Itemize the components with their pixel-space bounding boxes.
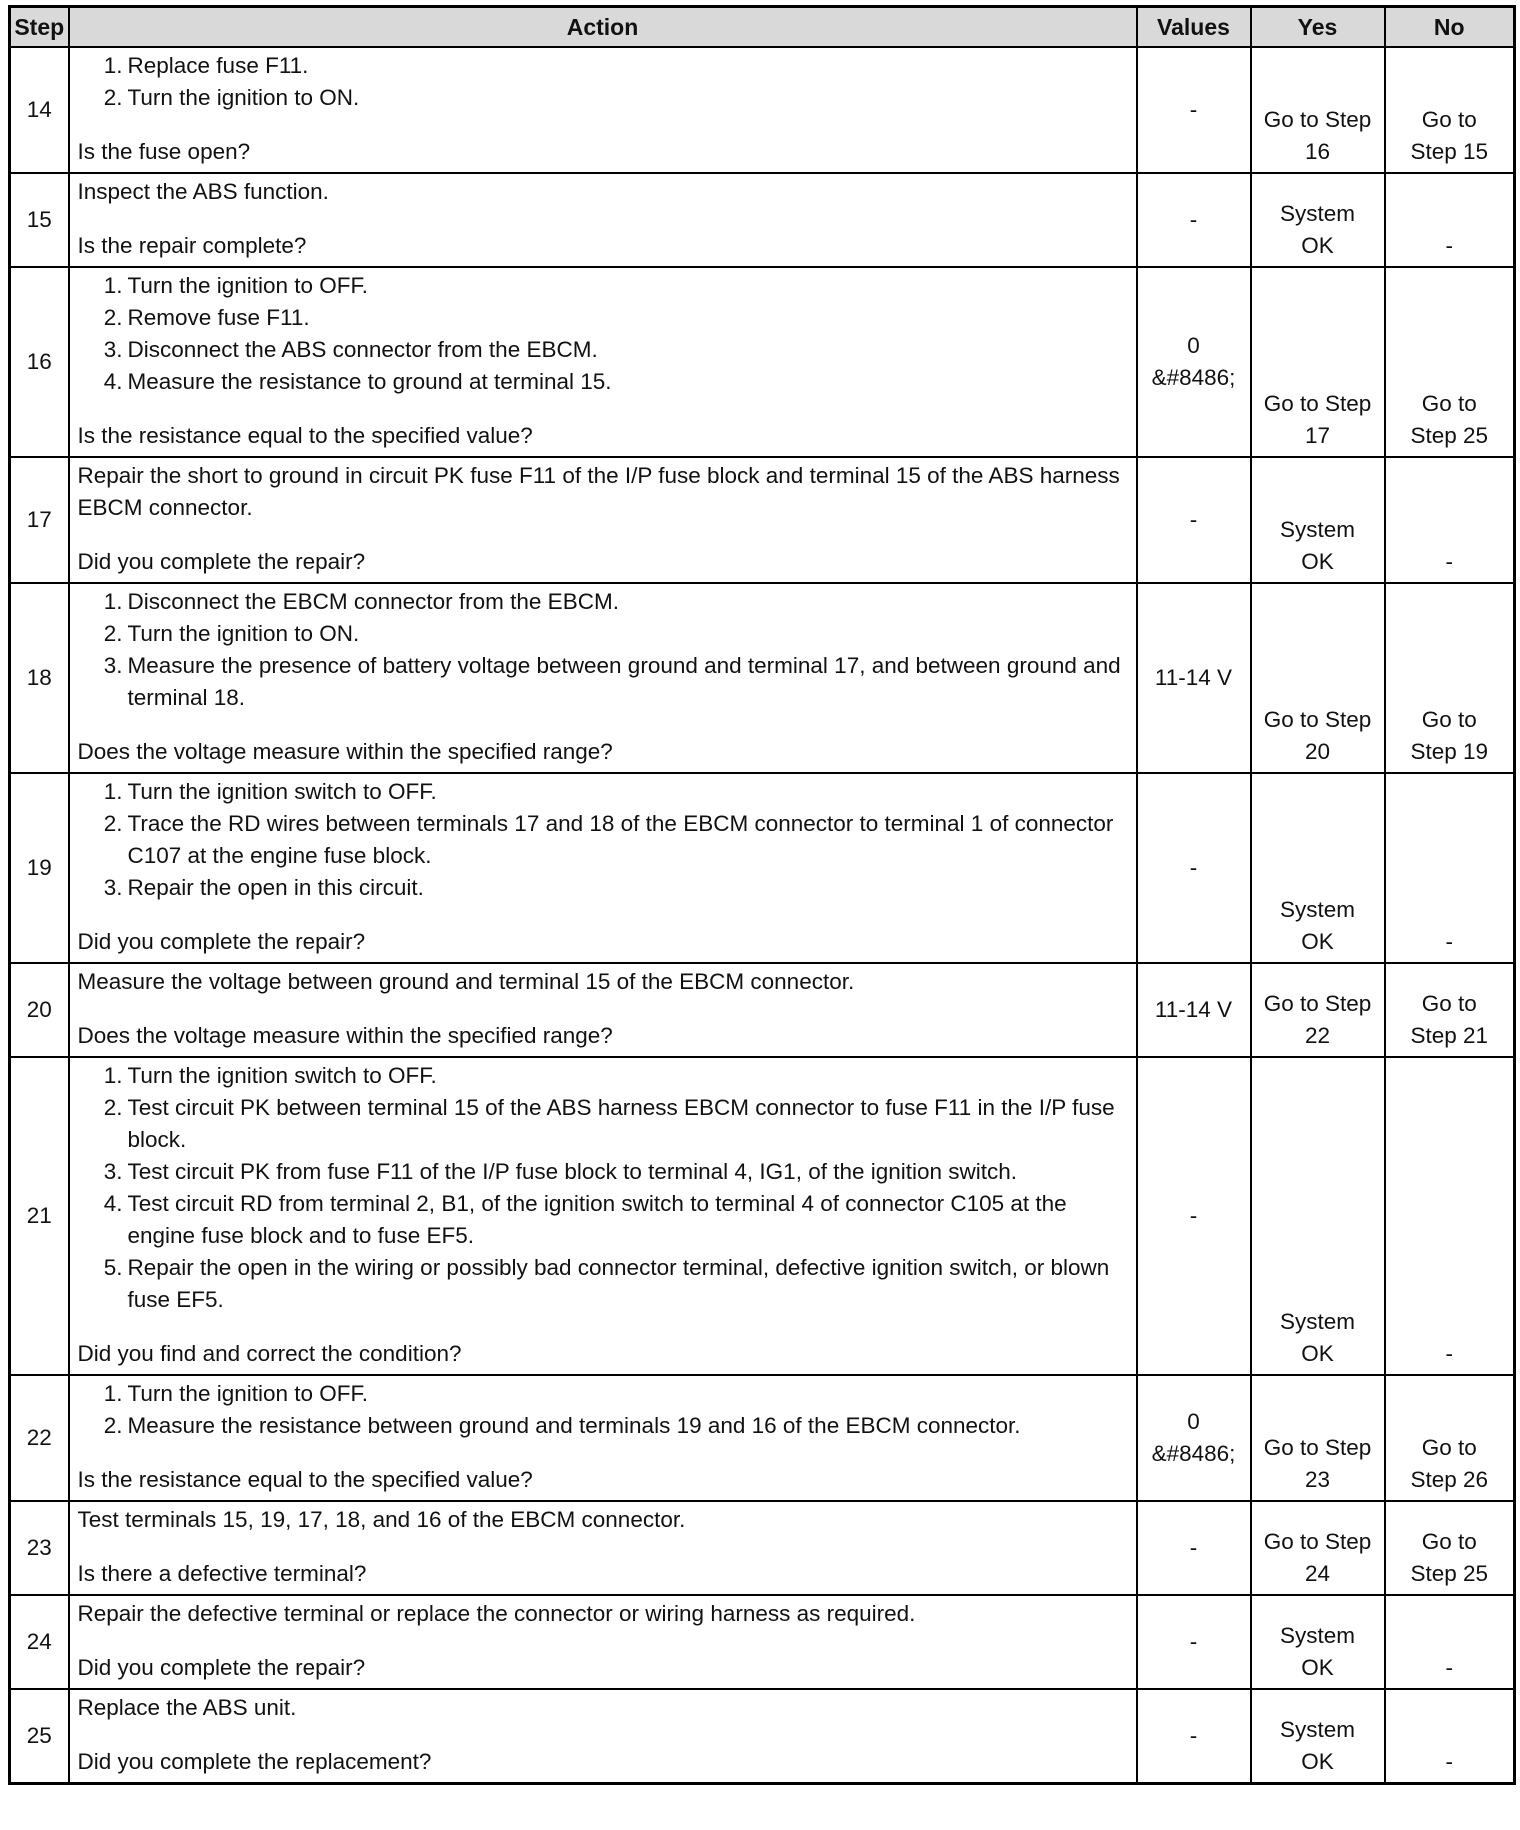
table-body — [10, 47, 1515, 1784]
no-text: - — [1445, 929, 1453, 954]
value-cell — [1137, 173, 1251, 267]
list-item — [78, 618, 1128, 650]
action-question: Did you find and correct the condition? — [77, 1341, 462, 1366]
action-cell — [69, 1375, 1137, 1501]
value-text: 11-14 V — [1154, 665, 1233, 690]
action-cell — [69, 1501, 1137, 1595]
action-question: Did you complete the repair? — [77, 549, 366, 574]
no-cell — [1385, 173, 1515, 267]
header-yes: Yes — [1251, 7, 1385, 48]
list-item-text: Disconnect the ABS connector from the EBCM. — [127, 337, 598, 362]
list-item — [78, 334, 1128, 366]
value-text: - — [1189, 1723, 1198, 1748]
step-number: 24 — [10, 1595, 69, 1689]
table-row — [10, 267, 1515, 457]
list-item — [78, 270, 1128, 302]
action-intro: Repair the short to ground in circuit PK fuse F11 of the I/P fuse block and terminal 15 of the ABS harness EBCM connector. — [77, 463, 1120, 520]
action-steps-list — [78, 50, 1128, 114]
list-item-text: Turn the ignition switch to OFF. — [127, 1063, 437, 1088]
no-text: Go to Step 26 — [1410, 1435, 1489, 1492]
step-number: 23 — [10, 1501, 69, 1595]
action-question: Did you complete the repair? — [77, 929, 366, 954]
action-question: Is the fuse open? — [77, 139, 251, 164]
table-row — [10, 963, 1515, 1057]
table-row — [10, 457, 1515, 583]
header-action: Action — [69, 7, 1137, 48]
list-item — [78, 872, 1128, 904]
yes-cell — [1251, 267, 1385, 457]
value-text: - — [1189, 1629, 1198, 1654]
list-item-text: Test circuit PK between terminal 15 of the ABS harness EBCM connector to fuse F11 in the I/P fuse block. — [127, 1095, 1115, 1152]
yes-text: System OK — [1279, 1717, 1355, 1774]
action-question: Is there a defective terminal? — [77, 1561, 367, 1586]
yes-text: System OK — [1279, 1309, 1355, 1366]
action-cell — [69, 173, 1137, 267]
header-values: Values — [1137, 7, 1251, 48]
list-item-number: 2. — [103, 1413, 123, 1438]
step-number: 14 — [10, 47, 69, 173]
yes-text: Go to Step 17 — [1263, 391, 1372, 448]
action-intro: Inspect the ABS function. — [77, 179, 329, 204]
value-text: - — [1189, 1203, 1198, 1228]
list-item-number: 4. — [103, 1191, 123, 1216]
no-text: - — [1445, 1341, 1453, 1366]
list-item-number: 1. — [103, 53, 123, 78]
yes-cell — [1251, 963, 1385, 1057]
value-cell — [1137, 1057, 1251, 1375]
no-cell — [1385, 773, 1515, 963]
action-intro: Replace the ABS unit. — [77, 1695, 297, 1720]
list-item-number: 1. — [103, 1381, 123, 1406]
step-number: 20 — [10, 963, 69, 1057]
no-text: - — [1445, 1655, 1453, 1680]
header-step: Step — [10, 7, 69, 48]
list-item-text: Replace fuse F11. — [127, 53, 309, 78]
list-item-text: Measure the resistance between ground and terminals 19 and 16 of the EBCM connector. — [127, 1413, 1021, 1438]
value-text: - — [1189, 855, 1198, 880]
list-item-text: Test circuit PK from fuse F11 of the I/P fuse block to terminal 4, IG1, of the ignition switch. — [127, 1159, 1018, 1184]
yes-cell — [1251, 1057, 1385, 1375]
no-text: Go to Step 15 — [1410, 107, 1489, 164]
no-cell — [1385, 583, 1515, 773]
action-question: Did you complete the repair? — [77, 1655, 366, 1680]
step-number: 22 — [10, 1375, 69, 1501]
yes-cell — [1251, 173, 1385, 267]
action-question: Is the resistance equal to the specified value? — [77, 1467, 533, 1492]
no-text: - — [1445, 549, 1453, 574]
no-cell — [1385, 1595, 1515, 1689]
table-row — [10, 1057, 1515, 1375]
list-item-text: Measure the resistance to ground at terminal 15. — [127, 369, 612, 394]
table-row — [10, 47, 1515, 173]
no-text: Go to Step 25 — [1410, 391, 1489, 448]
list-item-number: 3. — [103, 1159, 123, 1184]
list-item — [78, 808, 1128, 872]
no-cell — [1385, 267, 1515, 457]
value-cell — [1137, 1375, 1251, 1501]
action-question: Is the repair complete? — [77, 233, 307, 258]
list-item — [78, 1378, 1128, 1410]
yes-cell — [1251, 457, 1385, 583]
value-cell — [1137, 1501, 1251, 1595]
action-cell — [69, 1689, 1137, 1784]
no-text: Go to Step 25 — [1410, 1529, 1489, 1586]
list-item-text: Test circuit RD from terminal 2, B1, of the ignition switch to terminal 4 of connector C105 at the engine fuse block and to fuse EF5. — [127, 1191, 1067, 1248]
list-item-text: Repair the open in the wiring or possibly bad connector terminal, defective ignition switch, or blown fuse EF5. — [127, 1255, 1110, 1312]
action-cell — [69, 1595, 1137, 1689]
list-item — [78, 650, 1128, 714]
yes-cell — [1251, 1501, 1385, 1595]
list-item-text: Disconnect the EBCM connector from the EBCM. — [127, 589, 619, 614]
list-item — [78, 1188, 1128, 1252]
step-number: 19 — [10, 773, 69, 963]
yes-cell — [1251, 47, 1385, 173]
list-item-text: Turn the ignition to ON. — [127, 621, 360, 646]
list-item-text: Turn the ignition to ON. — [127, 85, 360, 110]
no-text: Go to Step 19 — [1410, 707, 1489, 764]
step-number: 15 — [10, 173, 69, 267]
no-cell — [1385, 1057, 1515, 1375]
action-intro: Measure the voltage between ground and terminal 15 of the EBCM connector. — [77, 969, 855, 994]
value-text: 0 &#8486; — [1151, 1409, 1236, 1466]
yes-text: Go to Step 16 — [1263, 107, 1372, 164]
no-text: Go to Step 21 — [1410, 991, 1489, 1048]
list-item — [78, 302, 1128, 334]
list-item-text: Measure the presence of battery voltage between ground and terminal 17, and between ground and terminal 18. — [127, 653, 1121, 710]
list-item — [78, 82, 1128, 114]
no-cell — [1385, 1501, 1515, 1595]
step-number: 21 — [10, 1057, 69, 1375]
yes-text: Go to Step 24 — [1263, 1529, 1372, 1586]
action-cell — [69, 457, 1137, 583]
action-cell — [69, 583, 1137, 773]
table-row — [10, 1595, 1515, 1689]
list-item-number: 4. — [103, 369, 123, 394]
value-cell — [1137, 963, 1251, 1057]
yes-cell — [1251, 1689, 1385, 1784]
action-cell — [69, 773, 1137, 963]
yes-cell — [1251, 583, 1385, 773]
yes-text: System OK — [1279, 201, 1355, 258]
no-cell — [1385, 1375, 1515, 1501]
table-row — [10, 583, 1515, 773]
no-cell — [1385, 457, 1515, 583]
no-text: - — [1445, 1749, 1453, 1774]
yes-text: Go to Step 23 — [1263, 1435, 1372, 1492]
table-row — [10, 773, 1515, 963]
list-item — [78, 366, 1128, 398]
action-intro: Repair the defective terminal or replace the connector or wiring harness as required. — [77, 1601, 916, 1626]
value-cell — [1137, 267, 1251, 457]
list-item — [78, 1156, 1128, 1188]
list-item-text: Turn the ignition to OFF. — [127, 1381, 369, 1406]
action-steps-list — [78, 1060, 1128, 1316]
value-text: - — [1189, 207, 1198, 232]
diagnostic-table — [8, 5, 1516, 1785]
yes-text: System OK — [1279, 897, 1355, 954]
value-text: - — [1189, 97, 1198, 122]
value-cell — [1137, 47, 1251, 173]
list-item — [78, 1060, 1128, 1092]
action-question: Did you complete the replacement? — [77, 1749, 432, 1774]
action-cell — [69, 1057, 1137, 1375]
list-item-number: 3. — [103, 875, 123, 900]
table-row — [10, 1689, 1515, 1784]
yes-cell — [1251, 1375, 1385, 1501]
list-item — [78, 50, 1128, 82]
no-cell — [1385, 47, 1515, 173]
action-question: Does the voltage measure within the specified range? — [77, 1023, 613, 1048]
list-item-text: Repair the open in this circuit. — [127, 875, 424, 900]
list-item-text: Turn the ignition to OFF. — [127, 273, 369, 298]
step-number: 25 — [10, 1689, 69, 1784]
value-cell — [1137, 583, 1251, 773]
yes-text: System OK — [1279, 517, 1355, 574]
list-item-number: 2. — [103, 621, 123, 646]
list-item-number: 5. — [103, 1255, 123, 1280]
list-item — [78, 1092, 1128, 1156]
header-row — [10, 7, 1515, 48]
action-intro: Test terminals 15, 19, 17, 18, and 16 of the EBCM connector. — [77, 1507, 686, 1532]
list-item — [78, 1410, 1128, 1442]
table-row — [10, 1375, 1515, 1501]
yes-text: System OK — [1279, 1623, 1355, 1680]
list-item-number: 1. — [103, 589, 123, 614]
step-number: 16 — [10, 267, 69, 457]
value-cell — [1137, 773, 1251, 963]
value-cell — [1137, 457, 1251, 583]
list-item — [78, 586, 1128, 618]
step-number: 17 — [10, 457, 69, 583]
action-cell — [69, 47, 1137, 173]
list-item-number: 1. — [103, 779, 123, 804]
list-item-text: Remove fuse F11. — [127, 305, 310, 330]
no-cell — [1385, 963, 1515, 1057]
action-steps-list — [78, 270, 1128, 398]
action-steps-list — [78, 776, 1128, 904]
table-row — [10, 173, 1515, 267]
list-item-text: Turn the ignition switch to OFF. — [127, 779, 437, 804]
yes-cell — [1251, 1595, 1385, 1689]
yes-text: Go to Step 20 — [1263, 707, 1372, 764]
value-text: - — [1189, 1535, 1198, 1560]
list-item-text: Trace the RD wires between terminals 17 and 18 of the EBCM connector to terminal 1 of connector C107 at the engine fuse block. — [127, 811, 1114, 868]
list-item-number: 2. — [103, 85, 123, 110]
value-cell — [1137, 1595, 1251, 1689]
action-question: Is the resistance equal to the specified value? — [77, 423, 533, 448]
value-cell — [1137, 1689, 1251, 1784]
action-question: Does the voltage measure within the specified range? — [77, 739, 613, 764]
list-item-number: 1. — [103, 273, 123, 298]
value-text: 0 &#8486; — [1151, 333, 1236, 390]
value-text: 11-14 V — [1154, 997, 1233, 1022]
step-number: 18 — [10, 583, 69, 773]
no-text: - — [1445, 233, 1453, 258]
yes-cell — [1251, 773, 1385, 963]
list-item — [78, 1252, 1128, 1316]
value-text: - — [1189, 507, 1198, 532]
action-cell — [69, 963, 1137, 1057]
no-cell — [1385, 1689, 1515, 1784]
yes-text: Go to Step 22 — [1263, 991, 1372, 1048]
list-item-number: 2. — [103, 1095, 123, 1120]
list-item-number: 2. — [103, 811, 123, 836]
list-item-number: 3. — [103, 653, 123, 678]
header-no: No — [1385, 7, 1515, 48]
table-row — [10, 1501, 1515, 1595]
list-item — [78, 776, 1128, 808]
list-item-number: 1. — [103, 1063, 123, 1088]
action-cell — [69, 267, 1137, 457]
action-steps-list — [78, 586, 1128, 714]
list-item-number: 2. — [103, 305, 123, 330]
action-steps-list — [78, 1378, 1128, 1442]
list-item-number: 3. — [103, 337, 123, 362]
